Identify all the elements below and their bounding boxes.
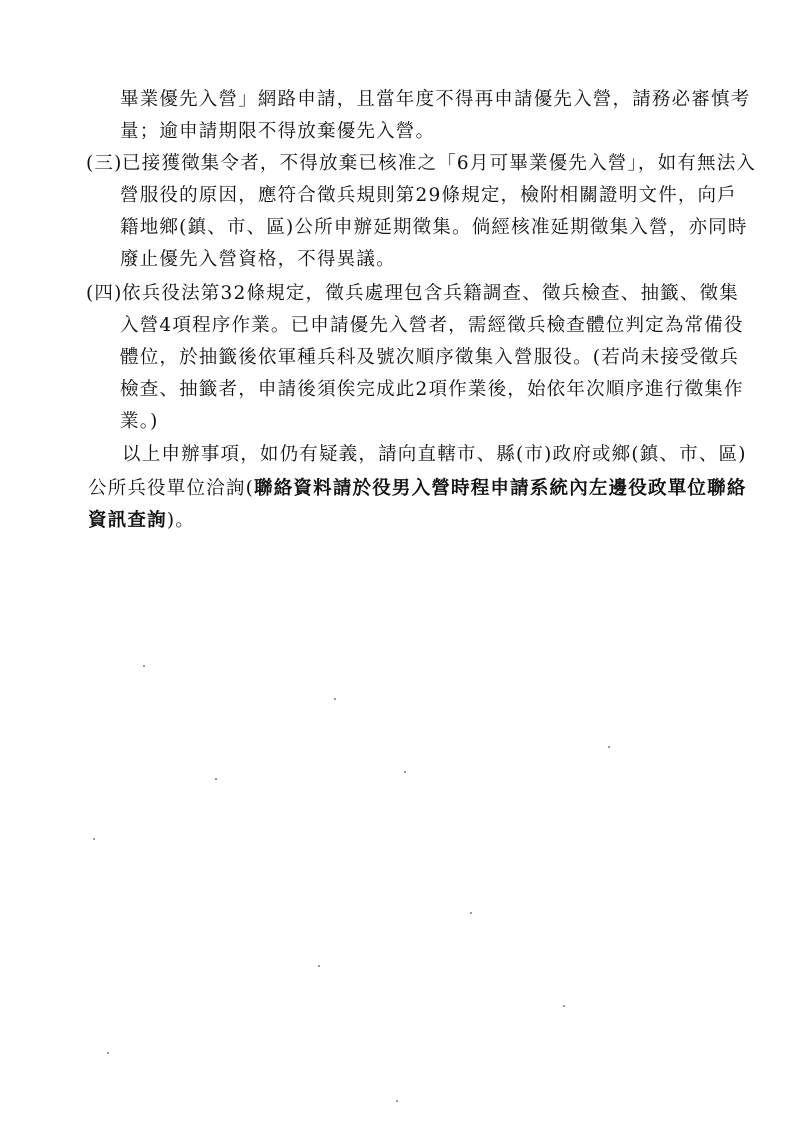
item3-line4: 廢止優先入營資格，不得異議。: [120, 249, 396, 270]
item4-line3: 體位，於抽籤後依軍種兵科及號次順序徵集入營服役。(若尚未接受徵兵: [120, 347, 740, 368]
para1-line1: 畢業優先入營」網路申請，且當年度不得再申請優先入營，請務必審慎考: [120, 89, 751, 110]
item4-line2: 入營4項程序作業。已申請優先入營者，需經徵兵檢查體位判定為常備役: [120, 315, 744, 336]
scan-speck: [334, 698, 336, 700]
item3-line2: 營服役的原因，應符合徵兵規則第29條規定，檢附相關證明文件，向戶: [120, 185, 737, 206]
item4-line1: 依兵役法第32條規定，徵兵處理包含兵籍調查、徵兵檢查、抽籤、徵集: [122, 283, 739, 304]
item3-line1: 已接獲徵集令者，不得放棄已核准之「6月可畢業優先入營」，如有無法入: [122, 153, 757, 174]
scan-speck: [608, 746, 610, 748]
item3-marker: (三): [86, 153, 123, 174]
scan-speck: [318, 965, 320, 967]
scan-speck: [107, 1052, 109, 1054]
scan-speck: [93, 838, 95, 840]
closing-line2-bold: 聯絡資料請於役男入營時程申請系統內左邊役政單位聯絡: [254, 478, 747, 499]
closing-line3-plain: )。: [166, 510, 195, 531]
closing-line2: [88, 477, 747, 501]
para1-line2: 量；逾申請期限不得放棄優先入營。: [120, 121, 436, 142]
item4-line5: 業。): [120, 411, 159, 432]
scan-speck: [143, 665, 145, 667]
closing-line3-bold: 資訊查詢: [88, 510, 167, 531]
scan-speck: [404, 771, 406, 773]
scan-speck: [563, 1005, 565, 1007]
closing-line3: [88, 509, 195, 533]
item4-line4: 檢查、抽籤者，申請後須俟完成此2項作業後，始依年次順序進行徵集作: [120, 379, 744, 400]
scan-speck: [396, 1100, 398, 1102]
closing-line2-plain: 公所兵役單位洽詢(: [88, 478, 255, 499]
scan-speck: [470, 912, 472, 914]
item4-marker: (四): [86, 283, 123, 304]
closing-line1: 以上申辦事項，如仍有疑義，請向直轄市、縣(市)政府或鄉(鎮、市、區): [122, 444, 747, 465]
scan-speck: [215, 778, 217, 780]
item3-line3: 籍地鄉(鎮、市、區)公所申辦延期徵集。倘經核准延期徵集入營，亦同時: [120, 217, 748, 238]
